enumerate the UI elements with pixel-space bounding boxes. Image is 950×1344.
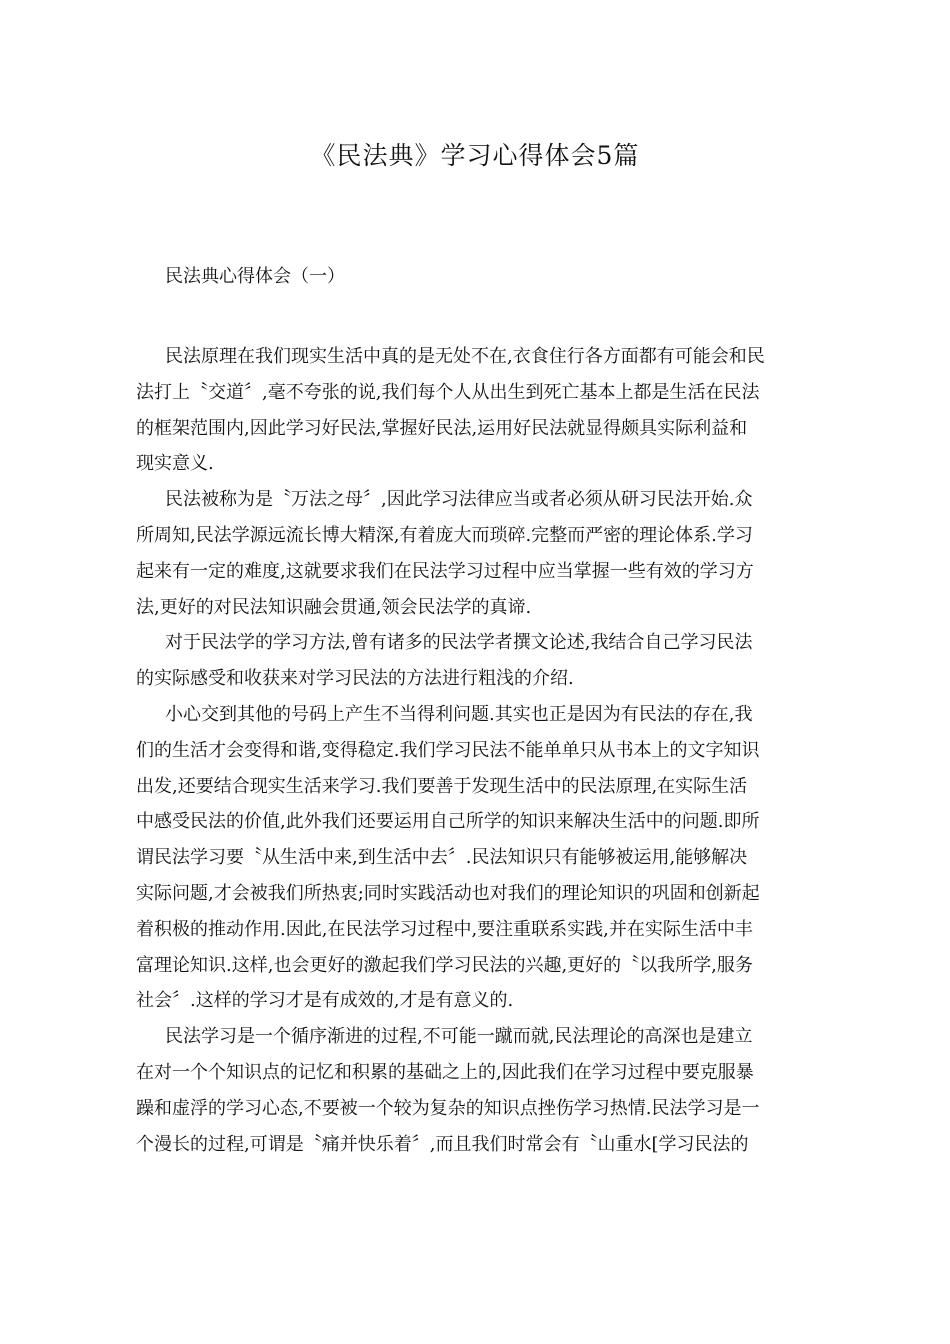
paragraph-line: 所周知,民法学源远流长博大精深,有着庞大而琐碎.完整而严密的理论体系.学习 [136, 524, 753, 546]
paragraph-line: 的实际感受和收获来对学习民法的方法进行粗浅的介绍. [136, 668, 574, 690]
paragraph-line: 出发,还要结合现实生活来学习.我们要善于发现生活中的民法原理,在实际生活 [136, 775, 748, 797]
section-heading: 民法典心得体会（一） [165, 266, 345, 287]
paragraph-line: 在对一个个知识点的记忆和积累的基础之上的,因此我们在学习过程中要克服暴 [136, 1061, 754, 1083]
paragraph-line: 民法学习是一个循序渐进的过程,不可能一蹴而就,民法理论的高深也是建立 [165, 1026, 753, 1048]
paragraph-line: 法打上〝交道〞,毫不夸张的说,我们每个人从出生到死亡基本上都是生活在民法 [136, 381, 760, 403]
paragraph-line: 现实意义. [136, 453, 214, 475]
paragraph-line: 民法被称为是〝万法之母〞,因此学习法律应当或者必须从研习民法开始.众 [165, 489, 753, 511]
document-title: 《民法典》学习心得体会5篇 [310, 141, 640, 170]
paragraph-line: 谓民法学习要〝从生活中来,到生活中去〞.民法知识只有能够被运用,能够解决 [136, 847, 748, 869]
paragraph [136, 1019, 811, 1162]
paragraph-line: 法,更好的对民法知识融会贯通,领会民法学的真谛. [136, 596, 532, 618]
paragraph [136, 339, 811, 482]
paragraph-line: 小心交到其他的号码上产生不当得利问题.其实也正是因为有民法的存在,我 [165, 703, 753, 725]
paragraph-line: 个漫长的过程,可谓是〝痛并快乐着〞,而且我们时常会有〝山重水[学习民法的 [136, 1133, 749, 1155]
paragraph-line: 起来有一定的难度,这就要求我们在民法学习过程中应当掌握一些有效的学习方 [136, 560, 754, 582]
paragraph-line: 们的生活才会变得和谐,变得稳定.我们学习民法不能单单只从书本上的文字知识 [136, 739, 760, 761]
paragraph-line: 富理论知识.这样,也会更好的激起我们学习民法的兴趣,更好的〝以我所学,服务 [136, 954, 753, 976]
paragraph-line: 实际问题,才会被我们所热衷;同时实践活动也对我们的理论知识的巩固和创新起 [136, 882, 760, 904]
paragraph-line: 社会〞.这样的学习才是有成效的,才是有意义的. [136, 990, 514, 1012]
paragraph [136, 482, 811, 625]
paragraph-line: 对于民法学的学习方法,曾有诸多的民法学者撰文论述,我结合自己学习民法 [165, 632, 753, 654]
paragraph-line: 的框架范围内,因此学习好民法,掌握好民法,运用好民法就显得颇具实际利益和 [136, 417, 748, 439]
paragraph [136, 697, 811, 1019]
paragraph-line: 着积极的推动作用.因此,在民法学习过程中,要注重联系实践,并在实际生活中丰 [136, 918, 753, 940]
paragraph-line: 中感受民法的价值,此外我们还要运用自己所学的知识来解决生活中的问题.即所 [136, 811, 760, 833]
paragraph [136, 625, 811, 697]
paragraph-line: 躁和虚浮的学习心态,不要被一个较为复杂的知识点挫伤学习热情.民法学习是一 [136, 1097, 760, 1119]
body-text [136, 339, 811, 1162]
paragraph-line: 民法原理在我们现实生活中真的是无处不在,衣食住行各方面都有可能会和民 [165, 346, 765, 367]
